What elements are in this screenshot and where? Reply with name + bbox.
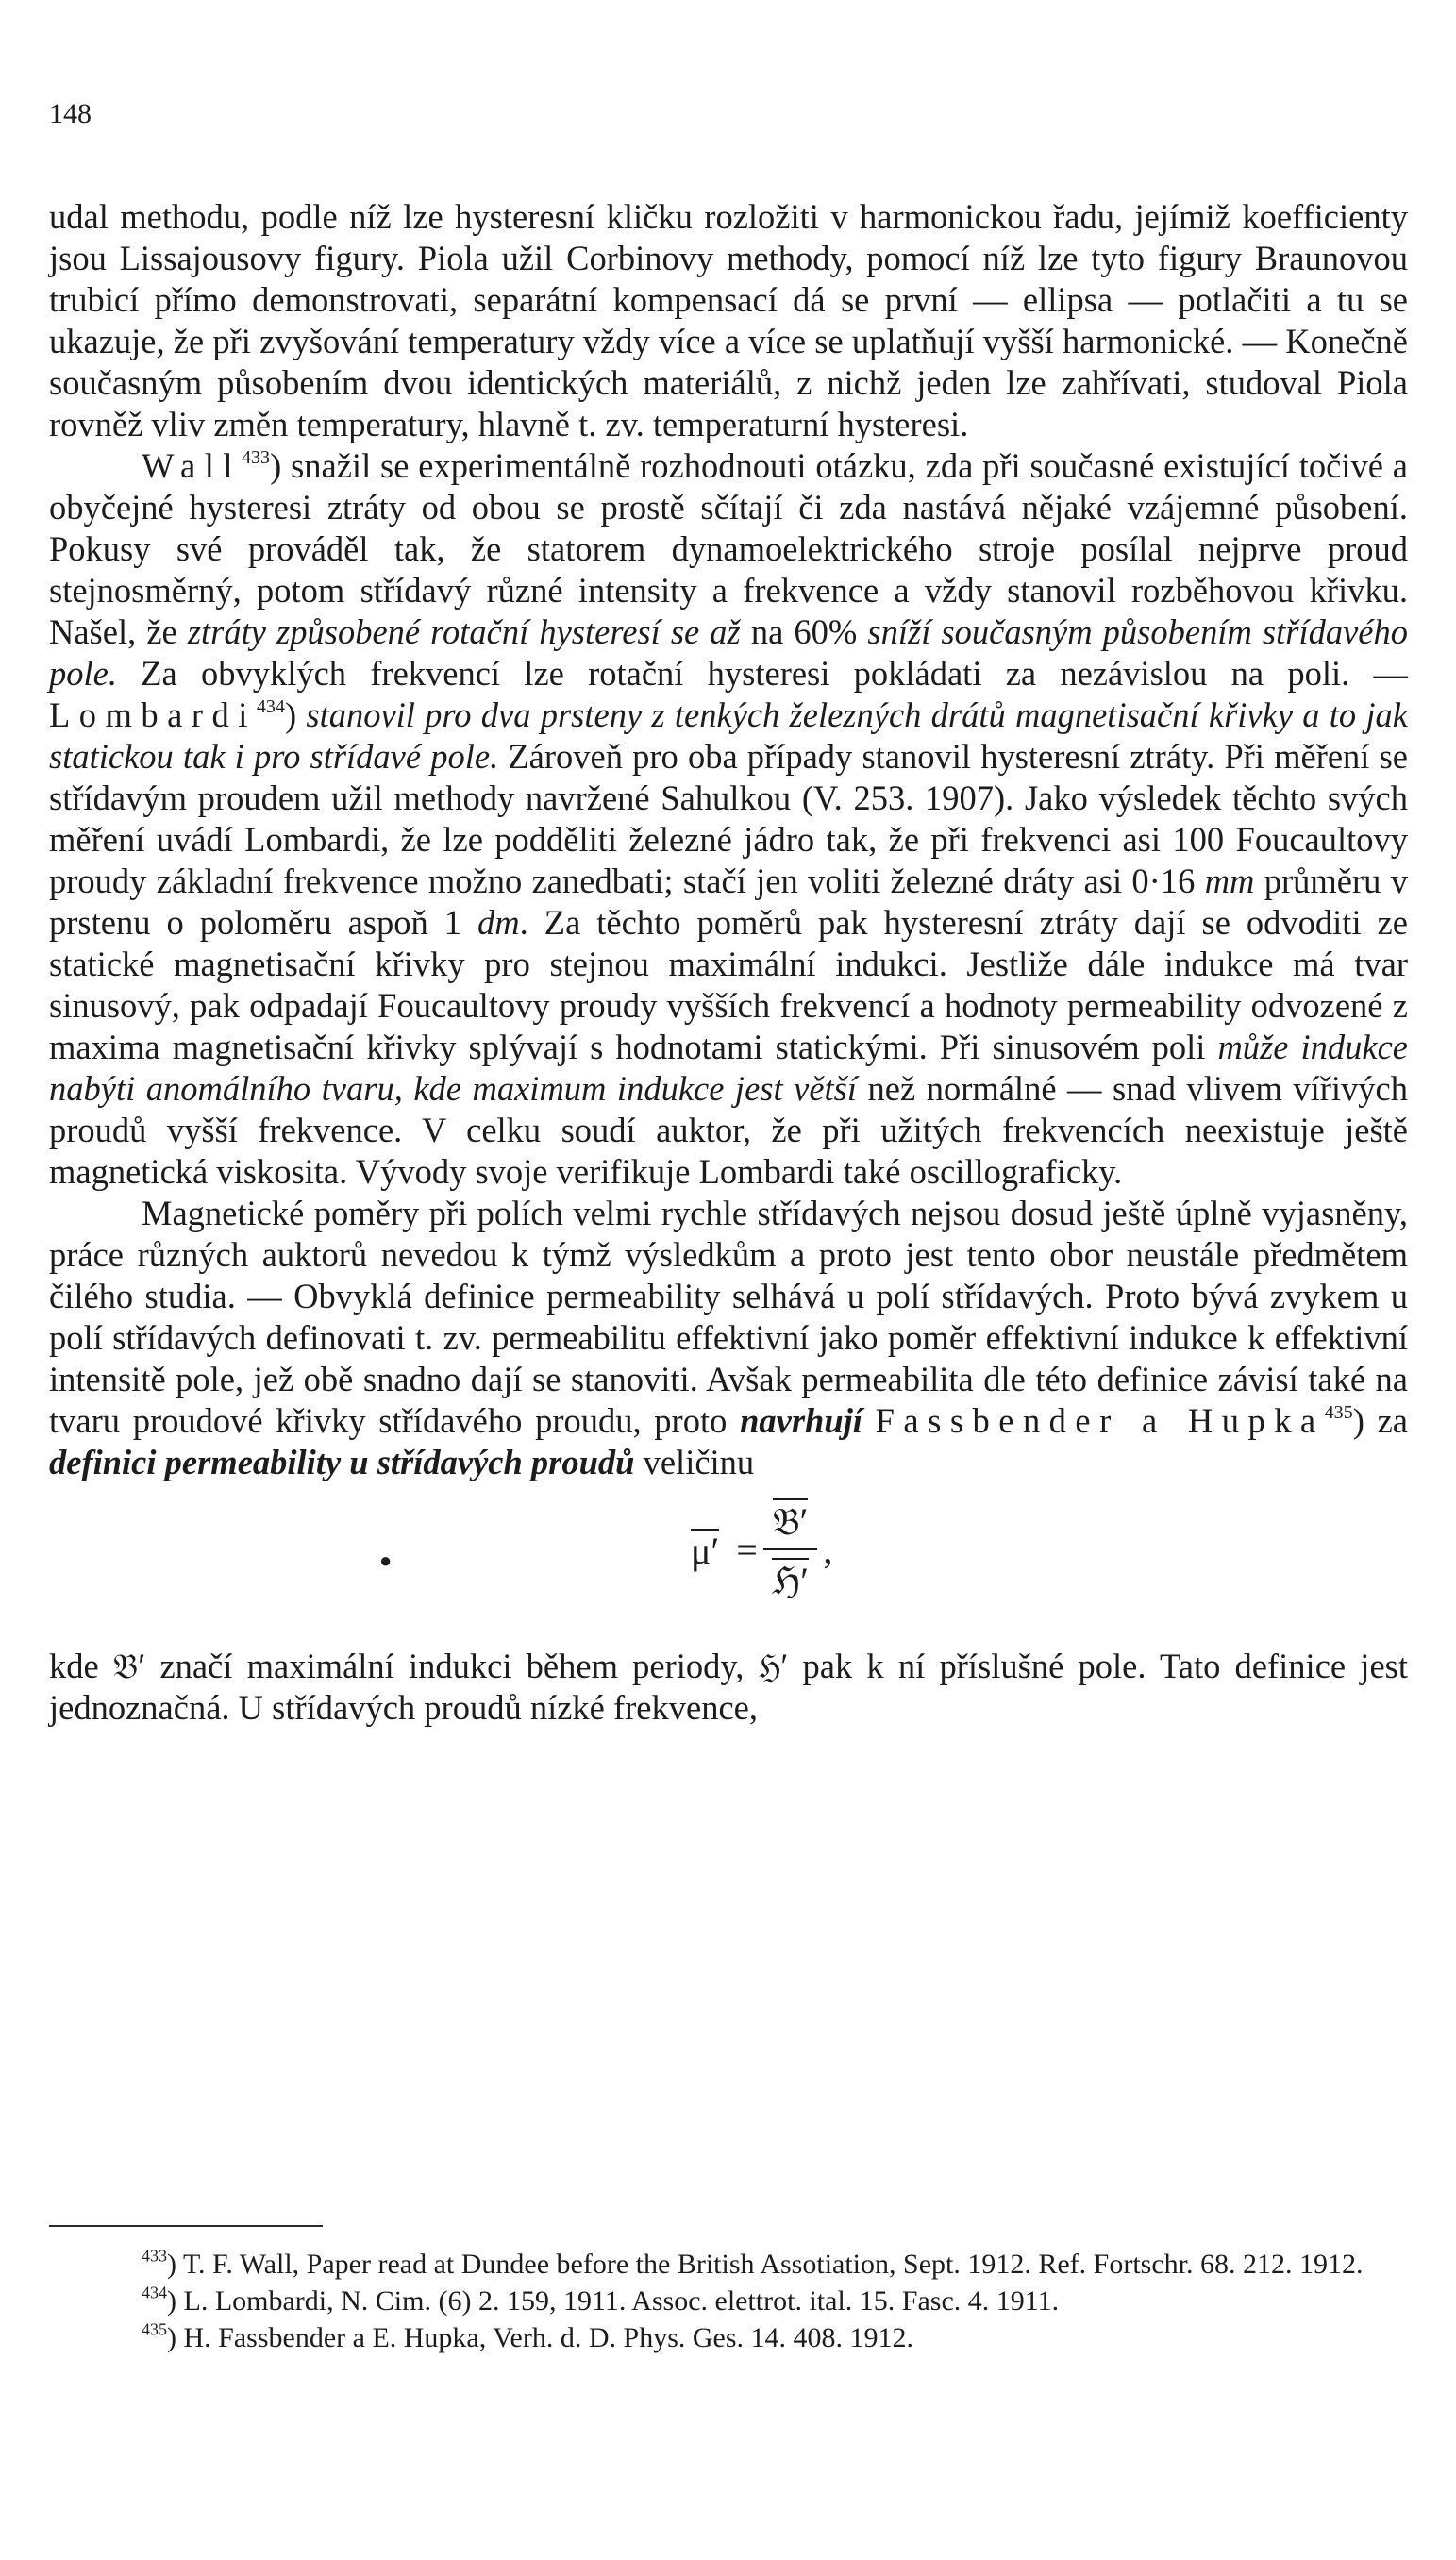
text-run: Magnetické poměry při polích velmi rychle střídavých nejsou dosud ještě úplně vyjasněny, práce různých auktorů nevedou k týmž výsledkům a proto jest tento obor neustále předmětem čilého studia. — Obvyklá definice permeability selhává u polí střídavých. Proto bývá zvykem u polí střídavých definovati t. zv. permeabilitu effektivní jako poměr effektivní indukce k effektivní intensitě pole, jež obě snadno dají se stanoviti. Avšak permeabilita dle této definice závisí také na tvaru proudové křivky střídavého proudu, proto — [49, 1194, 1408, 1440]
text-run: Za obvyklých frekvencí lze rotační hysteresi pokládati za nezávislou na poli. — — [116, 654, 1408, 693]
mu-symbol: μ′ — [691, 1530, 720, 1572]
italic-run: navrhují — [740, 1401, 862, 1440]
footnote-number: 433 — [142, 2246, 167, 2266]
formula-expression — [691, 1498, 832, 1602]
paragraph-4: kde 𝔅′ značí maximální indukci během periody, ℌ′ pak k ní příslušné pole. Tato definice jest jednoznačná. U střídavých proudů nízké frekvence, — [49, 1647, 1408, 1727]
numerator-symbol: 𝔅′ — [772, 1500, 809, 1543]
footnote-ref-435[interactable]: 435 — [1324, 1401, 1353, 1423]
unit-dm: dm — [477, 903, 520, 942]
italic-run: ztráty způsobené rotační hysteresí se až — [187, 612, 741, 651]
formula-equals: = — [736, 1529, 758, 1571]
footnote-text: ) T. F. Wall, Paper read at Dundee before the British Assotiation, Sept. 1912. Ref. Fortschr. 68. 212. 1912. — [167, 2249, 1364, 2280]
footnote-435 — [49, 2319, 1408, 2356]
text-run: ) snažil se experimentálně rozhodnouti otázku, zda při současné existující točivé a obyčejné hysteresi ztráty od obou se prostě sčítají či zda nastává nějaké vzájemné působení. Pokusy své prováděl tak, že statorem dynamoelektrického stroje posílal nejprve proud stejnosměrný, potom střídavý různé intensity a frekvence a vždy stanovil rozběhovou křivku. Našel, že — [49, 446, 1408, 651]
text-run: na 60% — [740, 612, 868, 651]
footnote-divider — [49, 2225, 323, 2227]
formula-numerator — [763, 1498, 818, 1550]
italic-run: stanovil pro dva prsteny z tenkých železných drátů magnetisační křivky a to jak statickou tak i pro střídavé pole. — [49, 695, 1408, 776]
footnote-number: 435 — [142, 2319, 167, 2339]
footnotes — [49, 2246, 1408, 2356]
italic-run: může indukce nabýti anomálního tvaru, kde maximum indukce jest větší — [49, 1028, 1408, 1108]
denominator-symbol: ℌ′ — [772, 1560, 810, 1602]
text-run: ) — [284, 695, 307, 734]
italic-run: sníží současným působením střídavého pole. — [49, 612, 1408, 693]
footnote-text: ) L. Lombardi, N. Cim. (6) 2. 159, 1911. Assoc. elettrot. ital. 15. Fasc. 4. 1911. — [167, 2285, 1060, 2317]
paragraph-3 — [49, 1193, 1408, 1483]
author-wall: Wall — [142, 446, 242, 485]
text-run: než normálné — snad vlivem vířivých proudů vyšší frekvence. V celku soudí auktor, že při užitých frekvencích neexistuje ještě magnetická viskosita. Vývody svoje verifikuje Lombardi také oscillograficky. — [49, 1069, 1408, 1191]
formula-lhs — [691, 1529, 719, 1572]
authors-fassbender-hupka: Fassbender a Hupka — [875, 1401, 1325, 1440]
formula-trail: , — [823, 1529, 833, 1571]
text-run: ) za — [1352, 1401, 1408, 1440]
text-run: . Za těchto poměrů pak hysteresní ztráty dají se odvoditi ze statické magnetisační křivky pro stejnou maximální indukci. Jestliže dále indukce má tvar sinusový, pak odpadají Foucaultovy proudy vyšších frekvencí a hodnoty permeability odvozené z maxima magnetisační křivky splývají s hodnotami statickými. Při sinusovém poli — [49, 903, 1408, 1066]
author-lombardi: Lombardi — [49, 695, 257, 734]
footnote-ref-434[interactable]: 434 — [256, 695, 285, 717]
page-number: 148 — [49, 98, 92, 129]
paragraph-2 — [49, 445, 1408, 1193]
footnote-434 — [49, 2283, 1408, 2319]
formula-denominator — [772, 1550, 809, 1602]
formula-fraction — [763, 1498, 818, 1602]
paragraph-1: udal methodu, podle níž lze hysteresní kličku rozložiti v harmonickou řadu, jejímiž koefficienty jsou Lissajousovy figury. Piola užil Corbinovy methody, pomocí níž lze tyto figury Braunovou trubicí přímo demonstrovati, separátní kompensací dá se první — ellipsa — potlačiti a tu se ukazuje, že při zvyšování temperatury vždy více a více se uplatňují vyšší harmonické. — Konečně současným působením dvou identických materiálů, z nichž jeden lze zahřívati, studoval Piola rovněž vliv změn temperatury, hlavně t. zv. temperaturní hysteresi. — [49, 197, 1408, 443]
formula-effective-permeability — [49, 1489, 1408, 1640]
unit-mm: mm — [1204, 862, 1255, 900]
text-run: veličinu — [634, 1443, 755, 1481]
main-text — [49, 196, 1408, 1729]
footnote-ref-433[interactable]: 433 — [241, 446, 271, 468]
footnote-433 — [49, 2246, 1408, 2283]
footnote-number: 434 — [142, 2283, 167, 2302]
text-run: průměru v prstenu o poloměru aspoň 1 — [49, 862, 1408, 942]
footnote-text: ) H. Fassbender a E. Hupka, Verh. d. D. Phys. Ges. 14. 408. 1912. — [167, 2322, 914, 2353]
bullet-dot: ● — [379, 1548, 393, 1572]
italic-run: definici permeability u střídavých proudů — [49, 1443, 635, 1481]
text-run: Zároveň pro oba případy stanovil hysteresní ztráty. Při měření se střídavým proudem užil methody navržené Sahulkou (V. 253. 1907). Jako výsledek těchto svých měření uvádí Lombardi, že lze podděliti železné jádro tak, že při frekvenci asi 100 Foucaultovy proudy základní frekvence možno zanedbati; stačí jen voliti železné dráty asi 0·16 — [49, 737, 1408, 900]
